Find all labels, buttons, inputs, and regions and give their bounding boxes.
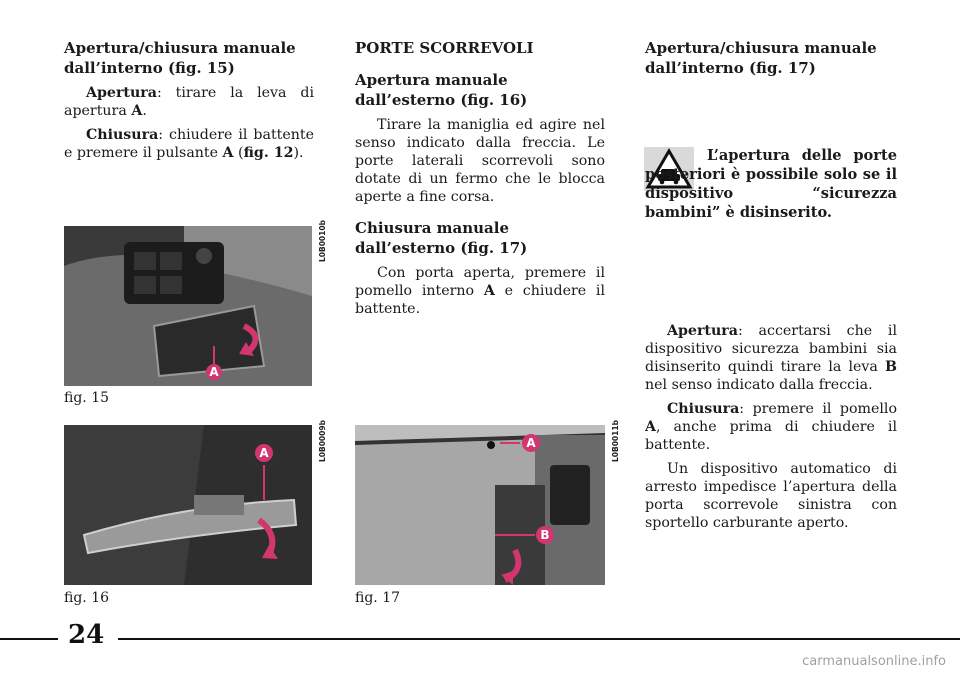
paragraph-exterior-opening: Tirare la maniglia ed agire nel senso indicato dalla freccia. Le porte laterali scorrevoli sono dotate di un fermo che le blocca aperte a fine corsa. bbox=[355, 117, 605, 205]
figure-17-photo bbox=[355, 425, 605, 585]
page-number: 24 bbox=[68, 620, 105, 650]
figure-15-label-a: A bbox=[209, 365, 219, 379]
heading-interior-fig15: Apertura/chiusura manuale dall’interno (fig. 15) bbox=[64, 39, 296, 77]
figure-16-photo bbox=[64, 425, 312, 585]
figure-15-photo bbox=[64, 226, 312, 386]
section-title: PORTE SCORREVOLI bbox=[355, 39, 534, 57]
figure-15-caption: fig. 15 bbox=[64, 390, 110, 406]
footer-rule-right bbox=[118, 638, 960, 640]
heading-exterior-opening: Apertura manuale dall’esterno (fig. 16) bbox=[355, 71, 528, 109]
heading-exterior-closing: Chiusura manuale dall’esterno (fig. 17) bbox=[355, 219, 528, 257]
column-2 bbox=[355, 38, 605, 318]
figure-17-caption: fig. 17 bbox=[355, 590, 401, 606]
paragraph-chiusura: Chiusura: chiudere il battente e premere il pulsante A (fig. 12). bbox=[64, 127, 314, 161]
column-3 bbox=[645, 38, 897, 78]
footer-watermark: carmanualsonline.info bbox=[802, 654, 946, 669]
figure-16-caption: fig. 16 bbox=[64, 590, 110, 606]
figure-17-label-b: B bbox=[540, 528, 550, 542]
paragraph-interior-opening: Apertura: accertarsi che il dispositivo sicurezza bambini sia disinserito quindi tirare la leva B nel senso indicato dalla freccia. bbox=[645, 323, 897, 393]
column-1 bbox=[64, 38, 314, 162]
figure-17-label-a: A bbox=[526, 436, 536, 450]
paragraph-interior-closing: Chiusura: premere il pomello A, anche prima di chiudere il battente. bbox=[645, 401, 897, 453]
figure-16-label-a: A bbox=[259, 446, 269, 460]
figure-16-code: L0B0009b bbox=[318, 420, 327, 462]
footer-rule-left bbox=[0, 638, 58, 640]
paragraph-automatic-stop: Un dispositivo automatico di arresto impedisce l’apertura della porta scorrevole sinistra con sportello carburante aperto. bbox=[645, 461, 897, 531]
paragraph-exterior-closing: Con porta aperta, premere il pomello interno A e chiudere il battente. bbox=[355, 265, 606, 317]
warning-box bbox=[645, 146, 897, 222]
paragraph-apertura: Apertura: tirare la leva di apertura A. bbox=[64, 85, 314, 119]
figure-15-code: L0B0010b bbox=[318, 220, 327, 262]
figure-17-code: L0B0011b bbox=[611, 420, 620, 462]
heading-interior-fig17: Apertura/chiusura manuale dall’interno (fig. 17) bbox=[645, 39, 877, 77]
column-3-body bbox=[645, 322, 897, 532]
warning-text: L’apertura delle porte posteriori è possibile solo se il dispositivo “sicurezza bambini” è disinserito. bbox=[645, 147, 897, 221]
